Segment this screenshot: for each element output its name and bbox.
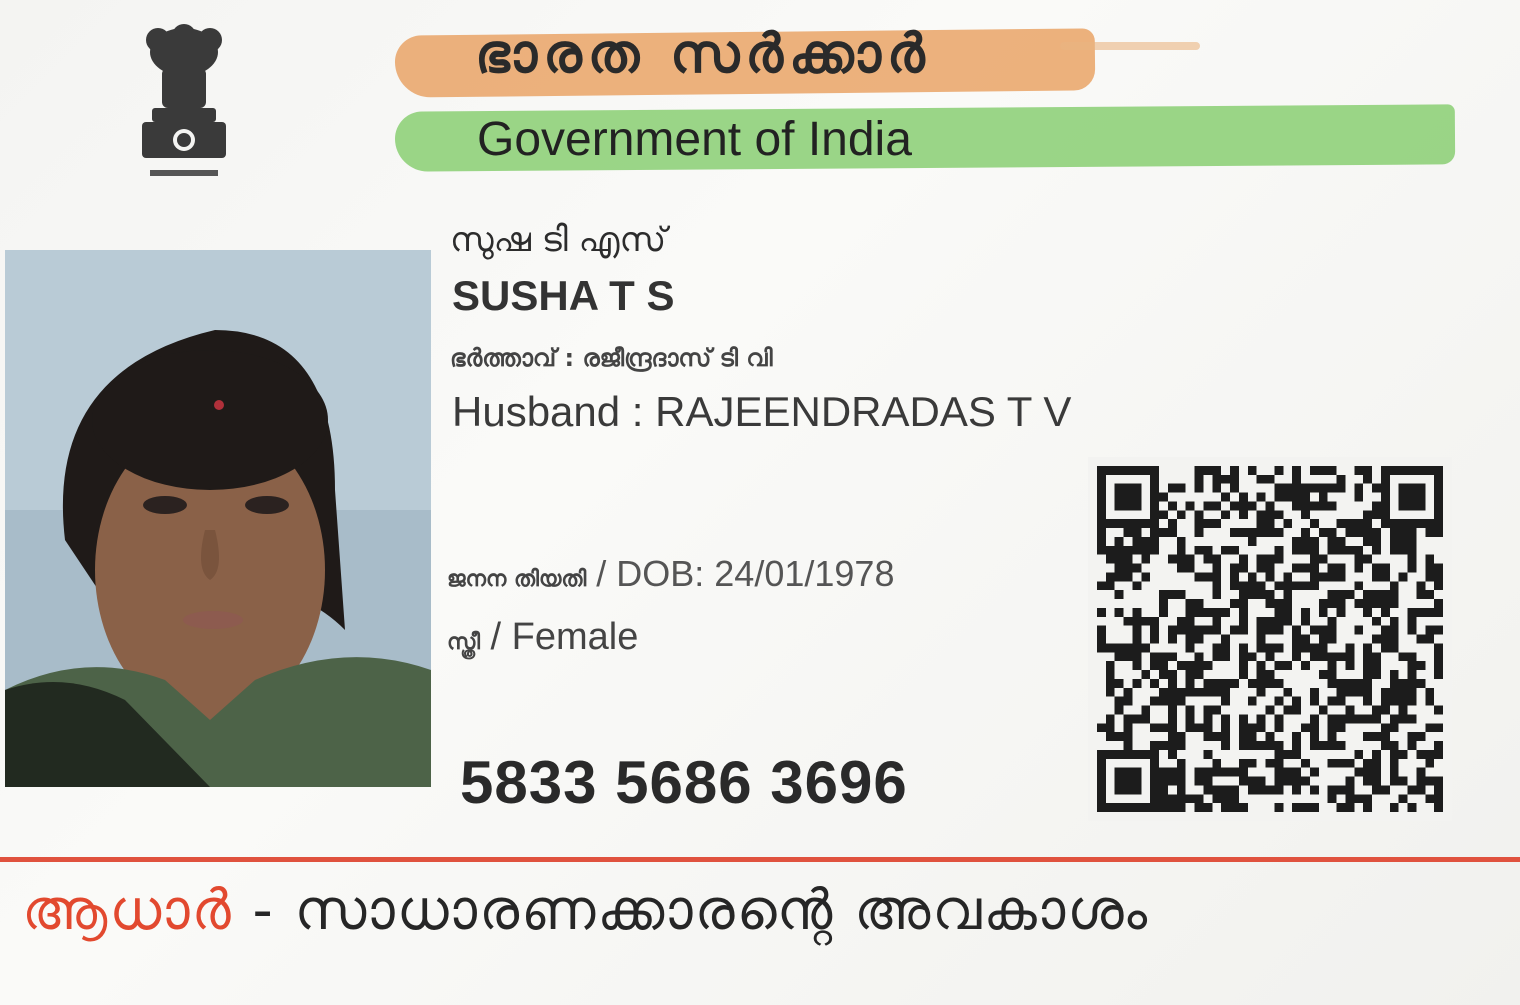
issuer-english: Government of India <box>477 113 912 166</box>
dob-value: / DOB: 24/01/1978 <box>596 553 895 594</box>
name-english: SUSHA T S <box>452 272 675 319</box>
gender <box>447 616 638 659</box>
dob-label-malayalam: ജനന തിയതി <box>447 567 587 592</box>
name-malayalam: സുഷ ടി എസ് <box>450 220 667 260</box>
date-of-birth <box>447 553 894 595</box>
qr-code <box>1088 457 1452 821</box>
husband-english: Husband : RAJEENDRADAS T V <box>452 388 1072 435</box>
tagline-text: - സാധാരണക്കാരന്റെ അവകാശം <box>232 878 1150 943</box>
saffron-stroke <box>1060 42 1200 50</box>
divider-line <box>0 857 1520 862</box>
holder-photo <box>5 250 431 787</box>
gender-value: / Female <box>490 616 639 658</box>
aadhaar-word: ആധാർ <box>22 878 233 943</box>
husband-malayalam: ഭർത്താവ് : രജീന്ദ്രദാസ് ടി വി <box>450 344 773 372</box>
gender-label-malayalam: സ്ത്രീ <box>447 630 480 655</box>
national-emblem-icon <box>128 22 240 187</box>
aadhaar-number: 5833 5686 3696 <box>460 749 908 816</box>
footer-tagline <box>22 878 1149 944</box>
issuer-malayalam: ഭാരത സർക്കാർ <box>475 22 931 85</box>
